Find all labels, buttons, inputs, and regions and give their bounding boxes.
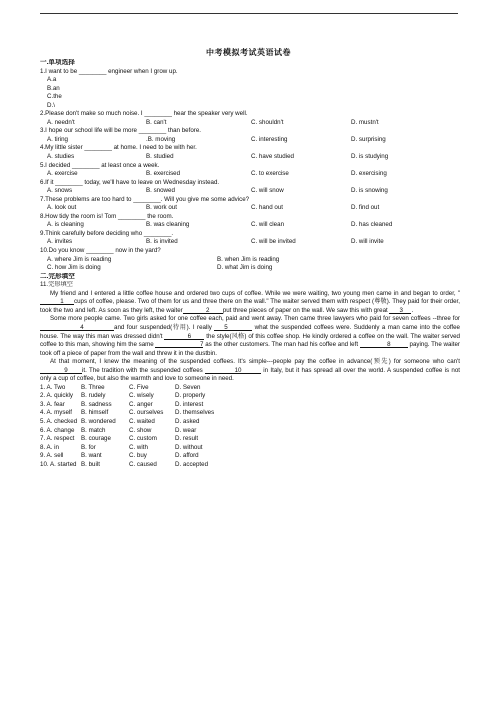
cloze-text: put three pieces of paper on the wall. We saw this with great — [222, 306, 388, 314]
question-option: C. will be invited — [251, 238, 296, 246]
cloze-text: paying. The waiter took off a piece of paper from the wall and threw it in the dustbin. — [40, 341, 460, 357]
question-option: A. needn't — [47, 118, 75, 126]
cloze-option: B. built — [81, 460, 100, 468]
question-option: D.\ — [47, 101, 55, 109]
cloze-options — [40, 384, 460, 469]
question-option: A. where Jim is reading — [47, 255, 112, 263]
header-rule — [40, 13, 458, 14]
cloze-blank-8 — [360, 341, 408, 348]
question-option: D. is snowing — [351, 187, 388, 195]
cloze-option: B. rudely — [81, 392, 106, 400]
cloze-paragraph-2 — [40, 315, 460, 358]
cloze-paragraph-1 — [40, 290, 460, 316]
cloze-option: 10. A. started — [40, 460, 77, 468]
question-option: D. is studying — [351, 153, 389, 161]
cloze-option: D. result — [175, 435, 199, 443]
question-option: B. was cleaning — [146, 221, 190, 229]
blank-number: 8 — [387, 341, 391, 349]
cloze-blank-4 — [40, 324, 114, 331]
question-option: A. studies — [47, 153, 75, 161]
cloze-option: D. without — [175, 443, 203, 451]
question-option: A.a — [47, 76, 57, 84]
cloze-option: C. ourselves — [129, 409, 164, 417]
cloze-option: 4. A. myself — [40, 409, 72, 417]
cloze-option-row — [40, 461, 460, 470]
cloze-option: B. himself — [81, 409, 109, 417]
section2-heading: 二.完形填空 — [40, 272, 75, 280]
question-options-row — [40, 153, 460, 162]
cloze-text: in Italy, but it has spread all over the world. A suspended coffee is not only a cup of coffee, but also the warmth and love to someone in need. — [40, 366, 460, 383]
cloze-option: D. asked — [175, 417, 200, 425]
cloze-blank-10 — [205, 367, 261, 374]
question-option: C. will clean — [251, 221, 285, 229]
cloze-blank-2 — [183, 307, 223, 314]
cloze-option: 5. A. checked — [40, 417, 78, 425]
cloze-text: and four suspended(待用). I really — [114, 323, 212, 331]
blank-number: 3 — [399, 306, 403, 314]
question-option: C. how Jim is doing — [47, 264, 101, 272]
question-option: .B. moving — [146, 135, 176, 143]
question-stem: 9.Think carefully before deciding who ________. — [40, 229, 174, 237]
blank-number: 7 — [200, 341, 204, 349]
question-options-row — [40, 119, 460, 128]
question-option: B.an — [47, 84, 60, 92]
question-option: B. studied — [146, 153, 174, 161]
cloze-option-row — [40, 435, 460, 444]
cloze-option: C. with — [129, 443, 148, 451]
cloze-blank-5 — [214, 324, 252, 331]
question-option: B. when Jim is reading — [217, 255, 280, 263]
section1-heading: 一.单项选择 — [40, 59, 75, 66]
cloze-option: C. buy — [129, 452, 147, 460]
cloze-option: 9. A. sell — [40, 452, 64, 460]
question-options-row — [40, 264, 460, 273]
question-option: A. exercise — [47, 170, 78, 178]
question-stem: 7.These problems are too hard to ________. Will you give me some advice? — [40, 195, 250, 203]
question-option: D. exercising — [351, 170, 387, 178]
cloze-option: 3. A. fear — [40, 400, 65, 408]
blank-number: 1 — [60, 298, 64, 306]
question-option: D. find out — [351, 204, 380, 212]
blank-number: 9 — [64, 366, 68, 374]
cloze-text: cups of coffee, please. Two of them for us and three there on the wall." The waiter served them with respect (尊敬). They paid for their order, took the two and left. As soon as they left, the waiter — [40, 298, 460, 314]
question-option: A. invites — [47, 238, 73, 246]
question-option: D. has cleaned — [351, 221, 393, 229]
question-option: B. work out — [146, 204, 177, 212]
question-stem: 4.My little sister ________ at home. I need to be with her. — [40, 144, 197, 152]
cloze-blank-1 — [40, 298, 74, 305]
cloze-option-row — [40, 427, 460, 436]
question-option: D. mustn't — [351, 118, 379, 126]
blank-number: 4 — [80, 323, 84, 331]
question-option: C. hand out — [251, 204, 283, 212]
question-option: C. have studied — [251, 153, 294, 161]
question-options-row — [40, 221, 460, 230]
cloze-paragraph-3 — [40, 358, 460, 384]
cloze-option: B. want — [81, 452, 102, 460]
question-stem: 10.Do you know ________ now in the yard? — [40, 247, 161, 255]
question-option: A. snows — [47, 187, 73, 195]
cloze-option: C. caused — [129, 460, 157, 468]
blank-number: 2 — [206, 306, 210, 314]
cloze-text: My friend and I entered a little coffee house and ordered two cups of coffee. While we were waiting, two young men came in and began to order, " — [50, 289, 460, 297]
question-option: B. snowed — [146, 187, 175, 195]
exam-content — [40, 59, 460, 469]
cloze-option: D. wear — [175, 426, 197, 434]
cloze-text: as the other customers. The man had his coffee and left — [205, 341, 359, 349]
cloze-option-row — [40, 384, 460, 393]
question-options-row — [40, 204, 460, 213]
cloze-blank-9 — [40, 367, 82, 374]
question-stem: 3.I hope our school life will be more ________ than before. — [40, 127, 201, 135]
cloze-option: B. wondered — [81, 417, 116, 425]
cloze-blank-3 — [389, 306, 414, 314]
question-option: A. tiring — [47, 135, 68, 143]
question-option: D. will invite — [351, 238, 384, 246]
section2-subheading: 11.完形填空 — [40, 281, 73, 289]
question-option: C. will snow — [251, 187, 284, 195]
cloze-option: B. Three — [81, 383, 105, 391]
cloze-blank-7 — [155, 341, 203, 348]
cloze-option-row — [40, 418, 460, 427]
cloze-option: C. waited — [129, 417, 155, 425]
cloze-option: D. properly — [175, 392, 206, 400]
cloze-option: C. custom — [129, 435, 157, 443]
question-option: C. to exercise — [251, 170, 289, 178]
cloze-text: . — [411, 306, 414, 314]
cloze-option-row — [40, 409, 460, 418]
cloze-text: Some more people came. Two girls asked for one coffee each, paid and went away. Then came three lawyers who paid for seven coffees --three for — [50, 315, 460, 323]
question-option: A. is cleaning — [47, 221, 84, 229]
question-stem: 1.I want to be ________ engineer when I grow up. — [40, 67, 178, 75]
cloze-text: it. The tradition with the suspended coffees — [82, 366, 203, 374]
cloze-option: C. anger — [129, 400, 153, 408]
cloze-option: 1. A. Two — [40, 383, 66, 391]
cloze-option: 2. A. quickly — [40, 392, 74, 400]
cloze-option: B. for — [81, 443, 96, 451]
cloze-option: 8. A. in — [40, 443, 59, 451]
question-option: A. look out — [47, 204, 77, 212]
cloze-option: 7. A. respect — [40, 435, 75, 443]
cloze-option-row — [40, 452, 460, 461]
cloze-option: C. wisely — [129, 392, 154, 400]
question-stem: 5.I decided ________ at least once a week. — [40, 161, 160, 169]
cloze-option: B. sadness — [81, 400, 112, 408]
cloze-option: D. accepted — [175, 460, 209, 468]
question-options-row — [40, 187, 460, 196]
question-options-row — [40, 136, 460, 145]
question-option: B. exercised — [146, 170, 181, 178]
question-options-row — [40, 256, 460, 265]
question-stem: 8.How tidy the room is! Tom ________ the room. — [40, 212, 174, 220]
section1-questions — [40, 68, 460, 273]
question-option: B. is invited — [146, 238, 178, 246]
question-options-row — [40, 238, 460, 247]
question-option: D. what Jim is doing — [217, 264, 273, 272]
question-stem: 2.Please don't make so much noise. I ________ hear the speaker very well. — [40, 110, 248, 118]
cloze-blank-6 — [164, 333, 204, 340]
blank-number: 6 — [187, 332, 192, 340]
blank-number: 5 — [224, 323, 228, 331]
blank-number: 10 — [234, 366, 242, 374]
page-title: 中考模拟考试英语试卷 — [206, 48, 291, 57]
cloze-option: C. Five — [129, 383, 149, 391]
cloze-option: D. interest — [175, 400, 204, 408]
cloze-option-row — [40, 401, 460, 410]
question-option: C.the — [47, 93, 62, 101]
cloze-option: C. show — [129, 426, 152, 434]
question-option: C. shouldn't — [251, 118, 284, 126]
cloze-option: B. match — [81, 426, 106, 434]
question-option: D. surprising — [351, 135, 386, 143]
question-option: B. can't — [146, 118, 167, 126]
cloze-option: D. Seven — [175, 383, 201, 391]
cloze-text: the style(风格) of this coffee shop. He kindly ordered a coffee on the wall. The waiter served coffee to this man, showing him the same — [40, 332, 460, 349]
cloze-option: D. afford — [175, 452, 199, 460]
cloze-text: what the suspended coffees were. Suddenly a man came into the coffee house. The way this man was dressed didn't — [40, 323, 460, 340]
question-option: C. interesting — [251, 135, 288, 143]
cloze-option: B. courage — [81, 435, 111, 443]
cloze-option: D. themselves — [175, 409, 215, 417]
question-stem: 6.If it ________ today, we'll have to leave on Wednesday instead. — [40, 178, 220, 186]
cloze-option: 6. A. change — [40, 426, 75, 434]
question-options-row — [40, 170, 460, 179]
cloze-text: At that moment, I knew the meaning of the suspended coffees. It's simple---people pay the coffee in advance(预先) for someone who can't — [50, 358, 460, 366]
cloze-option-row — [40, 444, 460, 453]
cloze-option-row — [40, 392, 460, 401]
